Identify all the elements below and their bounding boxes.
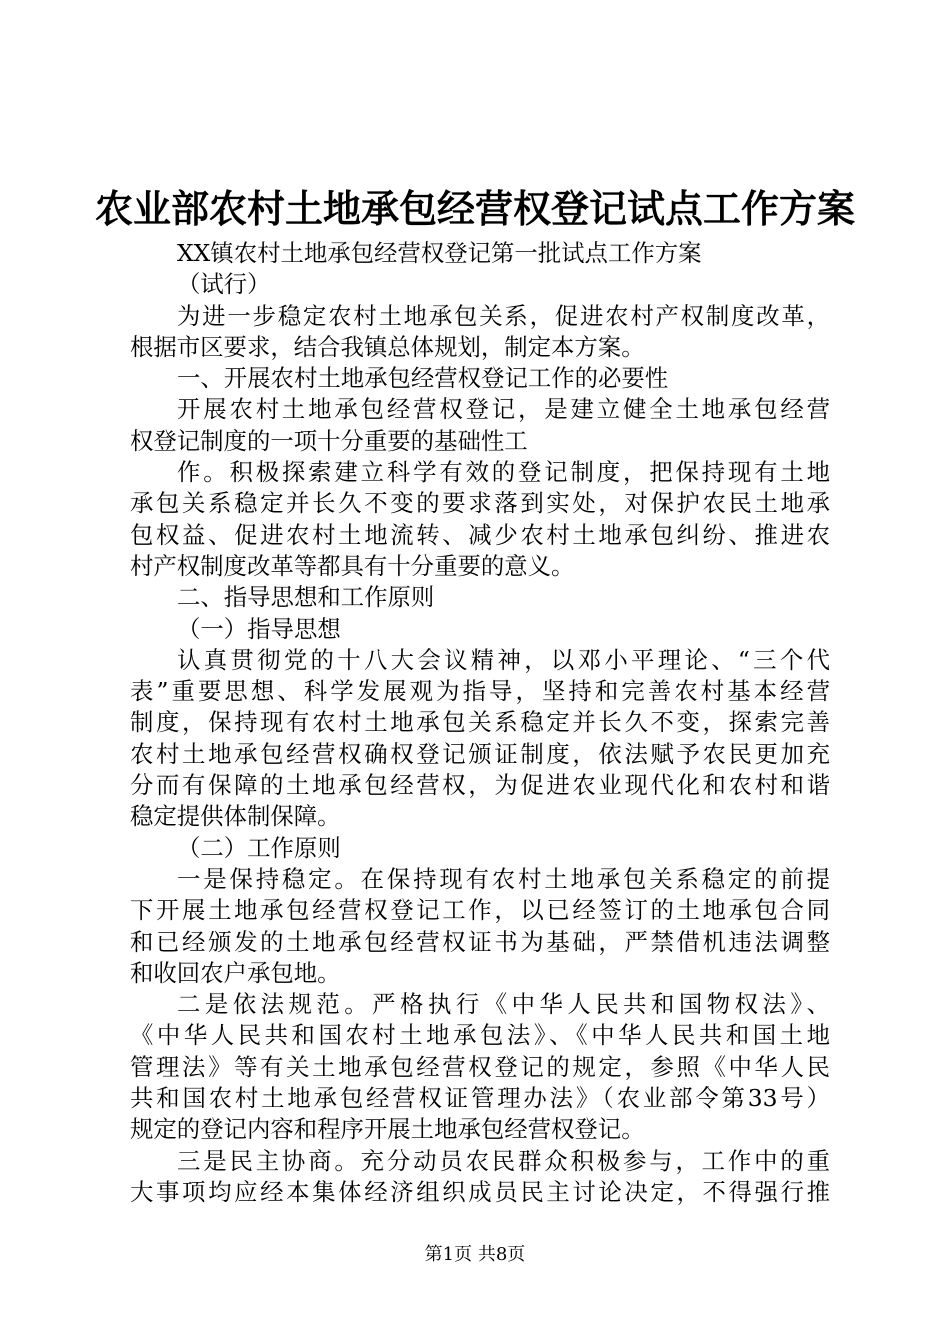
text-line: 作。积极探索建立科学有效的登记制度，把保持现有土地 (177, 458, 830, 487)
text-line: 农村土地承包经营权确权登记颁证制度，依法赋予农民更加充 (130, 739, 830, 768)
text-line: 根据市区要求，结合我镇总体规划，制定本方案。 (130, 332, 645, 361)
text-line: （一）指导思想 (177, 614, 341, 643)
text-line: 《中华人民共和国农村土地承包法》、《中华人民共和国土地 (130, 1021, 830, 1050)
text-line: （二）工作原则 (177, 833, 341, 862)
document-title: 农业部农村土地承包经营权登记试点工作方案 (94, 186, 855, 231)
text-line: 为进一步稳定农村土地承包关系，促进农村产权制度改革， (177, 301, 830, 330)
text-line: XX镇农村土地承包经营权登记第一批试点工作方案 (177, 239, 702, 267)
text-line: 和收回农户承包地。 (130, 958, 341, 987)
text-line: 包权益、促进农村土地流转、减少农村土地承包纠纷、推进农 (130, 520, 830, 549)
page-footer: 第1页 共8页 (424, 1244, 526, 1265)
text-line: 管理法》等有关土地承包经营权登记的规定，参照《中华人民 (130, 1052, 830, 1081)
text-line: 三是民主协商。充分动员农民群众积极参与，工作中的重 (177, 1146, 830, 1175)
text-line: 分而有保障的土地承包经营权，为促进农业现代化和农村和谐 (130, 771, 830, 800)
text-line: 承包关系稳定并长久不变的要求落到实处，对保护农民土地承 (130, 489, 830, 518)
text-line: 共和国农村土地承包经营权证管理办法》（农业部令第33号） (130, 1084, 830, 1113)
text-line: 规定的登记内容和程序开展土地承包经营权登记。 (130, 1115, 645, 1144)
text-line: （试行） (177, 270, 271, 299)
text-line: 二、指导思想和工作原则 (177, 583, 435, 612)
text-line: 认真贯彻党的十八大会议精神，以邓小平理论、“三个代 (177, 645, 830, 674)
text-line: 村产权制度改革等都具有十分重要的意义。 (130, 551, 575, 580)
text-line: 权登记制度的一项十分重要的基础性工 (130, 426, 528, 455)
text-line: 一是保持稳定。在保持现有农村土地承包关系稳定的前提 (177, 864, 830, 893)
text-line: 大事项均应经本集体经济组织成员民主讨论决定，不得强行推 (130, 1177, 830, 1206)
text-line: 下开展土地承包经营权登记工作，以已经签订的土地承包合同 (130, 896, 830, 925)
text-line: 和已经颁发的土地承包经营权证书为基础，严禁借机违法调整 (130, 927, 830, 956)
text-line: 制度，保持现有农村土地承包关系稳定并长久不变，探索完善 (130, 708, 830, 737)
document-body (130, 238, 830, 1208)
text-line: 稳定提供体制保障。 (130, 802, 341, 831)
text-line: 二是依法规范。严格执行《中华人民共和国物权法》、 (177, 990, 830, 1019)
text-line: 开展农村土地承包经营权登记，是建立健全土地承包经营 (177, 395, 830, 424)
text-line: 一、开展农村土地承包经营权登记工作的必要性 (177, 364, 669, 393)
text-line: 表”重要思想、科学发展观为指导，坚持和完善农村基本经营 (130, 677, 830, 706)
